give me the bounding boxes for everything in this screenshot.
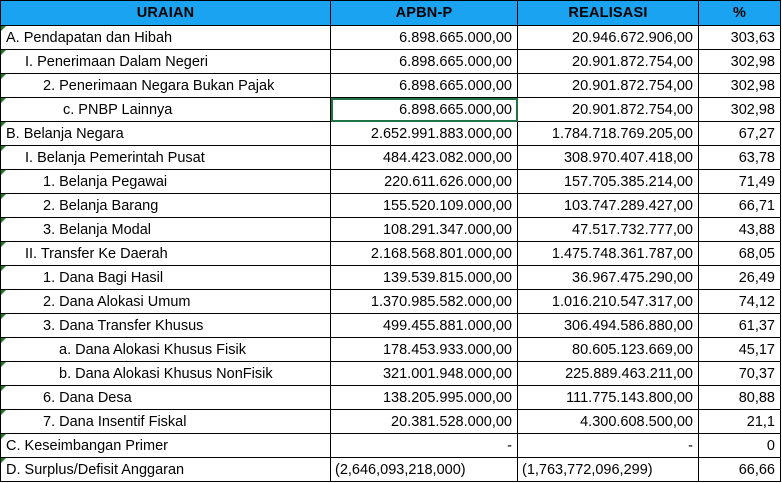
cell-uraian[interactable]: 1. Belanja Pegawai	[1, 170, 331, 194]
cell-apbn[interactable]: 499.455.881.000,00	[331, 314, 518, 338]
cell-uraian[interactable]: 2. Dana Alokasi Umum	[1, 290, 331, 314]
cell-realisasi[interactable]: 225.889.463.211,00	[518, 362, 699, 386]
cell-uraian[interactable]: B. Belanja Negara	[1, 122, 331, 146]
cell-realisasi[interactable]: 1.784.718.769.205,00	[518, 122, 699, 146]
cell-realisasi[interactable]: 4.300.608.500,00	[518, 410, 699, 434]
cell-realisasi[interactable]: -	[518, 434, 699, 458]
cell-percent[interactable]: 43,88	[699, 218, 781, 242]
cell-apbn[interactable]: 108.291.347.000,00	[331, 218, 518, 242]
cell-apbn[interactable]: (2,646,093,218,000)	[331, 458, 518, 482]
cell-percent[interactable]: 74,12	[699, 290, 781, 314]
cell-percent[interactable]: 0	[699, 434, 781, 458]
cell-uraian[interactable]: 6. Dana Desa	[1, 386, 331, 410]
cell-apbn[interactable]: -	[331, 434, 518, 458]
cell-percent[interactable]: 68,05	[699, 242, 781, 266]
header-row	[1, 1, 781, 26]
table-row	[1, 242, 781, 266]
table-row	[1, 338, 781, 362]
cell-uraian[interactable]: b. Dana Alokasi Khusus NonFisik	[1, 362, 331, 386]
cell-realisasi[interactable]: 308.970.407.418,00	[518, 146, 699, 170]
cell-percent[interactable]: 66,66	[699, 458, 781, 482]
cell-apbn[interactable]: 220.611.626.000,00	[331, 170, 518, 194]
cell-apbn[interactable]: 484.423.082.000,00	[331, 146, 518, 170]
cell-percent[interactable]: 71,49	[699, 170, 781, 194]
cell-apbn[interactable]: 138.205.995.000,00	[331, 386, 518, 410]
cell-realisasi[interactable]: 20.901.872.754,00	[518, 98, 699, 122]
cell-uraian[interactable]: D. Surplus/Defisit Anggaran	[1, 458, 331, 482]
table-row	[1, 50, 781, 74]
cell-percent[interactable]: 80,88	[699, 386, 781, 410]
cell-realisasi[interactable]: 20.901.872.754,00	[518, 74, 699, 98]
cell-percent[interactable]: 61,37	[699, 314, 781, 338]
cell-uraian[interactable]: I. Penerimaan Dalam Negeri	[1, 50, 331, 74]
cell-percent[interactable]: 70,37	[699, 362, 781, 386]
cell-realisasi[interactable]: 36.967.475.290,00	[518, 266, 699, 290]
cell-uraian[interactable]: A. Pendapatan dan Hibah	[1, 26, 331, 50]
cell-percent[interactable]: 63,78	[699, 146, 781, 170]
cell-uraian[interactable]: 2. Penerimaan Negara Bukan Pajak	[1, 74, 331, 98]
table-row	[1, 386, 781, 410]
table-row	[1, 74, 781, 98]
cell-apbn[interactable]: 155.520.109.000,00	[331, 194, 518, 218]
table-row	[1, 434, 781, 458]
cell-realisasi[interactable]: 1.475.748.361.787,00	[518, 242, 699, 266]
table-row	[1, 362, 781, 386]
table-row	[1, 122, 781, 146]
table-row	[1, 194, 781, 218]
table-row	[1, 290, 781, 314]
cell-realisasi[interactable]: 111.775.143.800,00	[518, 386, 699, 410]
cell-realisasi[interactable]: 80.605.123.669,00	[518, 338, 699, 362]
table-row	[1, 218, 781, 242]
cell-apbn[interactable]: 139.539.815.000,00	[331, 266, 518, 290]
cell-percent[interactable]: 26,49	[699, 266, 781, 290]
cell-realisasi[interactable]: 47.517.732.777,00	[518, 218, 699, 242]
cell-percent[interactable]: 302,98	[699, 74, 781, 98]
cell-percent[interactable]: 66,71	[699, 194, 781, 218]
cell-apbn[interactable]: 2.652.991.883.000,00	[331, 122, 518, 146]
cell-percent[interactable]: 45,17	[699, 338, 781, 362]
cell-apbn[interactable]: 6.898.665.000,00	[331, 50, 518, 74]
table-row	[1, 314, 781, 338]
cell-uraian[interactable]: 2. Belanja Barang	[1, 194, 331, 218]
cell-realisasi[interactable]: 103.747.289.427,00	[518, 194, 699, 218]
cell-apbn[interactable]: 6.898.665.000,00	[331, 26, 518, 50]
cell-uraian[interactable]: a. Dana Alokasi Khusus Fisik	[1, 338, 331, 362]
cell-uraian[interactable]: 1. Dana Bagi Hasil	[1, 266, 331, 290]
cell-uraian[interactable]: 3. Dana Transfer Khusus	[1, 314, 331, 338]
cell-uraian[interactable]: I. Belanja Pemerintah Pusat	[1, 146, 331, 170]
cell-uraian[interactable]: 3. Belanja Modal	[1, 218, 331, 242]
cell-realisasi[interactable]: 1.016.210.547.317,00	[518, 290, 699, 314]
table-row	[1, 98, 781, 122]
cell-percent[interactable]: 303,63	[699, 26, 781, 50]
cell-apbn[interactable]: 1.370.985.582.000,00	[331, 290, 518, 314]
table-row	[1, 458, 781, 482]
cell-apbn[interactable]: 20.381.528.000,00	[331, 410, 518, 434]
cell-realisasi[interactable]: 157.705.385.214,00	[518, 170, 699, 194]
cell-percent[interactable]: 21,1	[699, 410, 781, 434]
cell-apbn[interactable]: 178.453.933.000,00	[331, 338, 518, 362]
header-percent[interactable]: %	[699, 1, 781, 26]
cell-uraian[interactable]: 7. Dana Insentif Fiskal	[1, 410, 331, 434]
cell-apbn[interactable]: 2.168.568.801.000,00	[331, 242, 518, 266]
cell-realisasi[interactable]: 20.946.672.906,00	[518, 26, 699, 50]
header-apbn[interactable]: APBN-P	[331, 1, 518, 26]
table-row	[1, 26, 781, 50]
header-realisasi[interactable]: REALISASI	[518, 1, 699, 26]
cell-realisasi[interactable]: 20.901.872.754,00	[518, 50, 699, 74]
cell-percent[interactable]: 302,98	[699, 98, 781, 122]
cell-apbn[interactable]: 321.001.948.000,00	[331, 362, 518, 386]
cell-uraian[interactable]: c. PNBP Lainnya	[1, 98, 331, 122]
cell-realisasi[interactable]: (1,763,772,096,299)	[518, 458, 699, 482]
table-row	[1, 266, 781, 290]
table-row	[1, 410, 781, 434]
cell-realisasi[interactable]: 306.494.586.880,00	[518, 314, 699, 338]
table-row	[1, 170, 781, 194]
cell-percent[interactable]: 67,27	[699, 122, 781, 146]
cell-apbn[interactable]: 6.898.665.000,00	[331, 74, 518, 98]
table-row	[1, 146, 781, 170]
cell-uraian[interactable]: II. Transfer Ke Daerah	[1, 242, 331, 266]
header-uraian[interactable]: URAIAN	[1, 1, 331, 26]
selected-cell-apbn[interactable]: 6.898.665.000,00	[331, 98, 518, 122]
cell-uraian[interactable]: C. Keseimbangan Primer	[1, 434, 331, 458]
cell-percent[interactable]: 302,98	[699, 50, 781, 74]
